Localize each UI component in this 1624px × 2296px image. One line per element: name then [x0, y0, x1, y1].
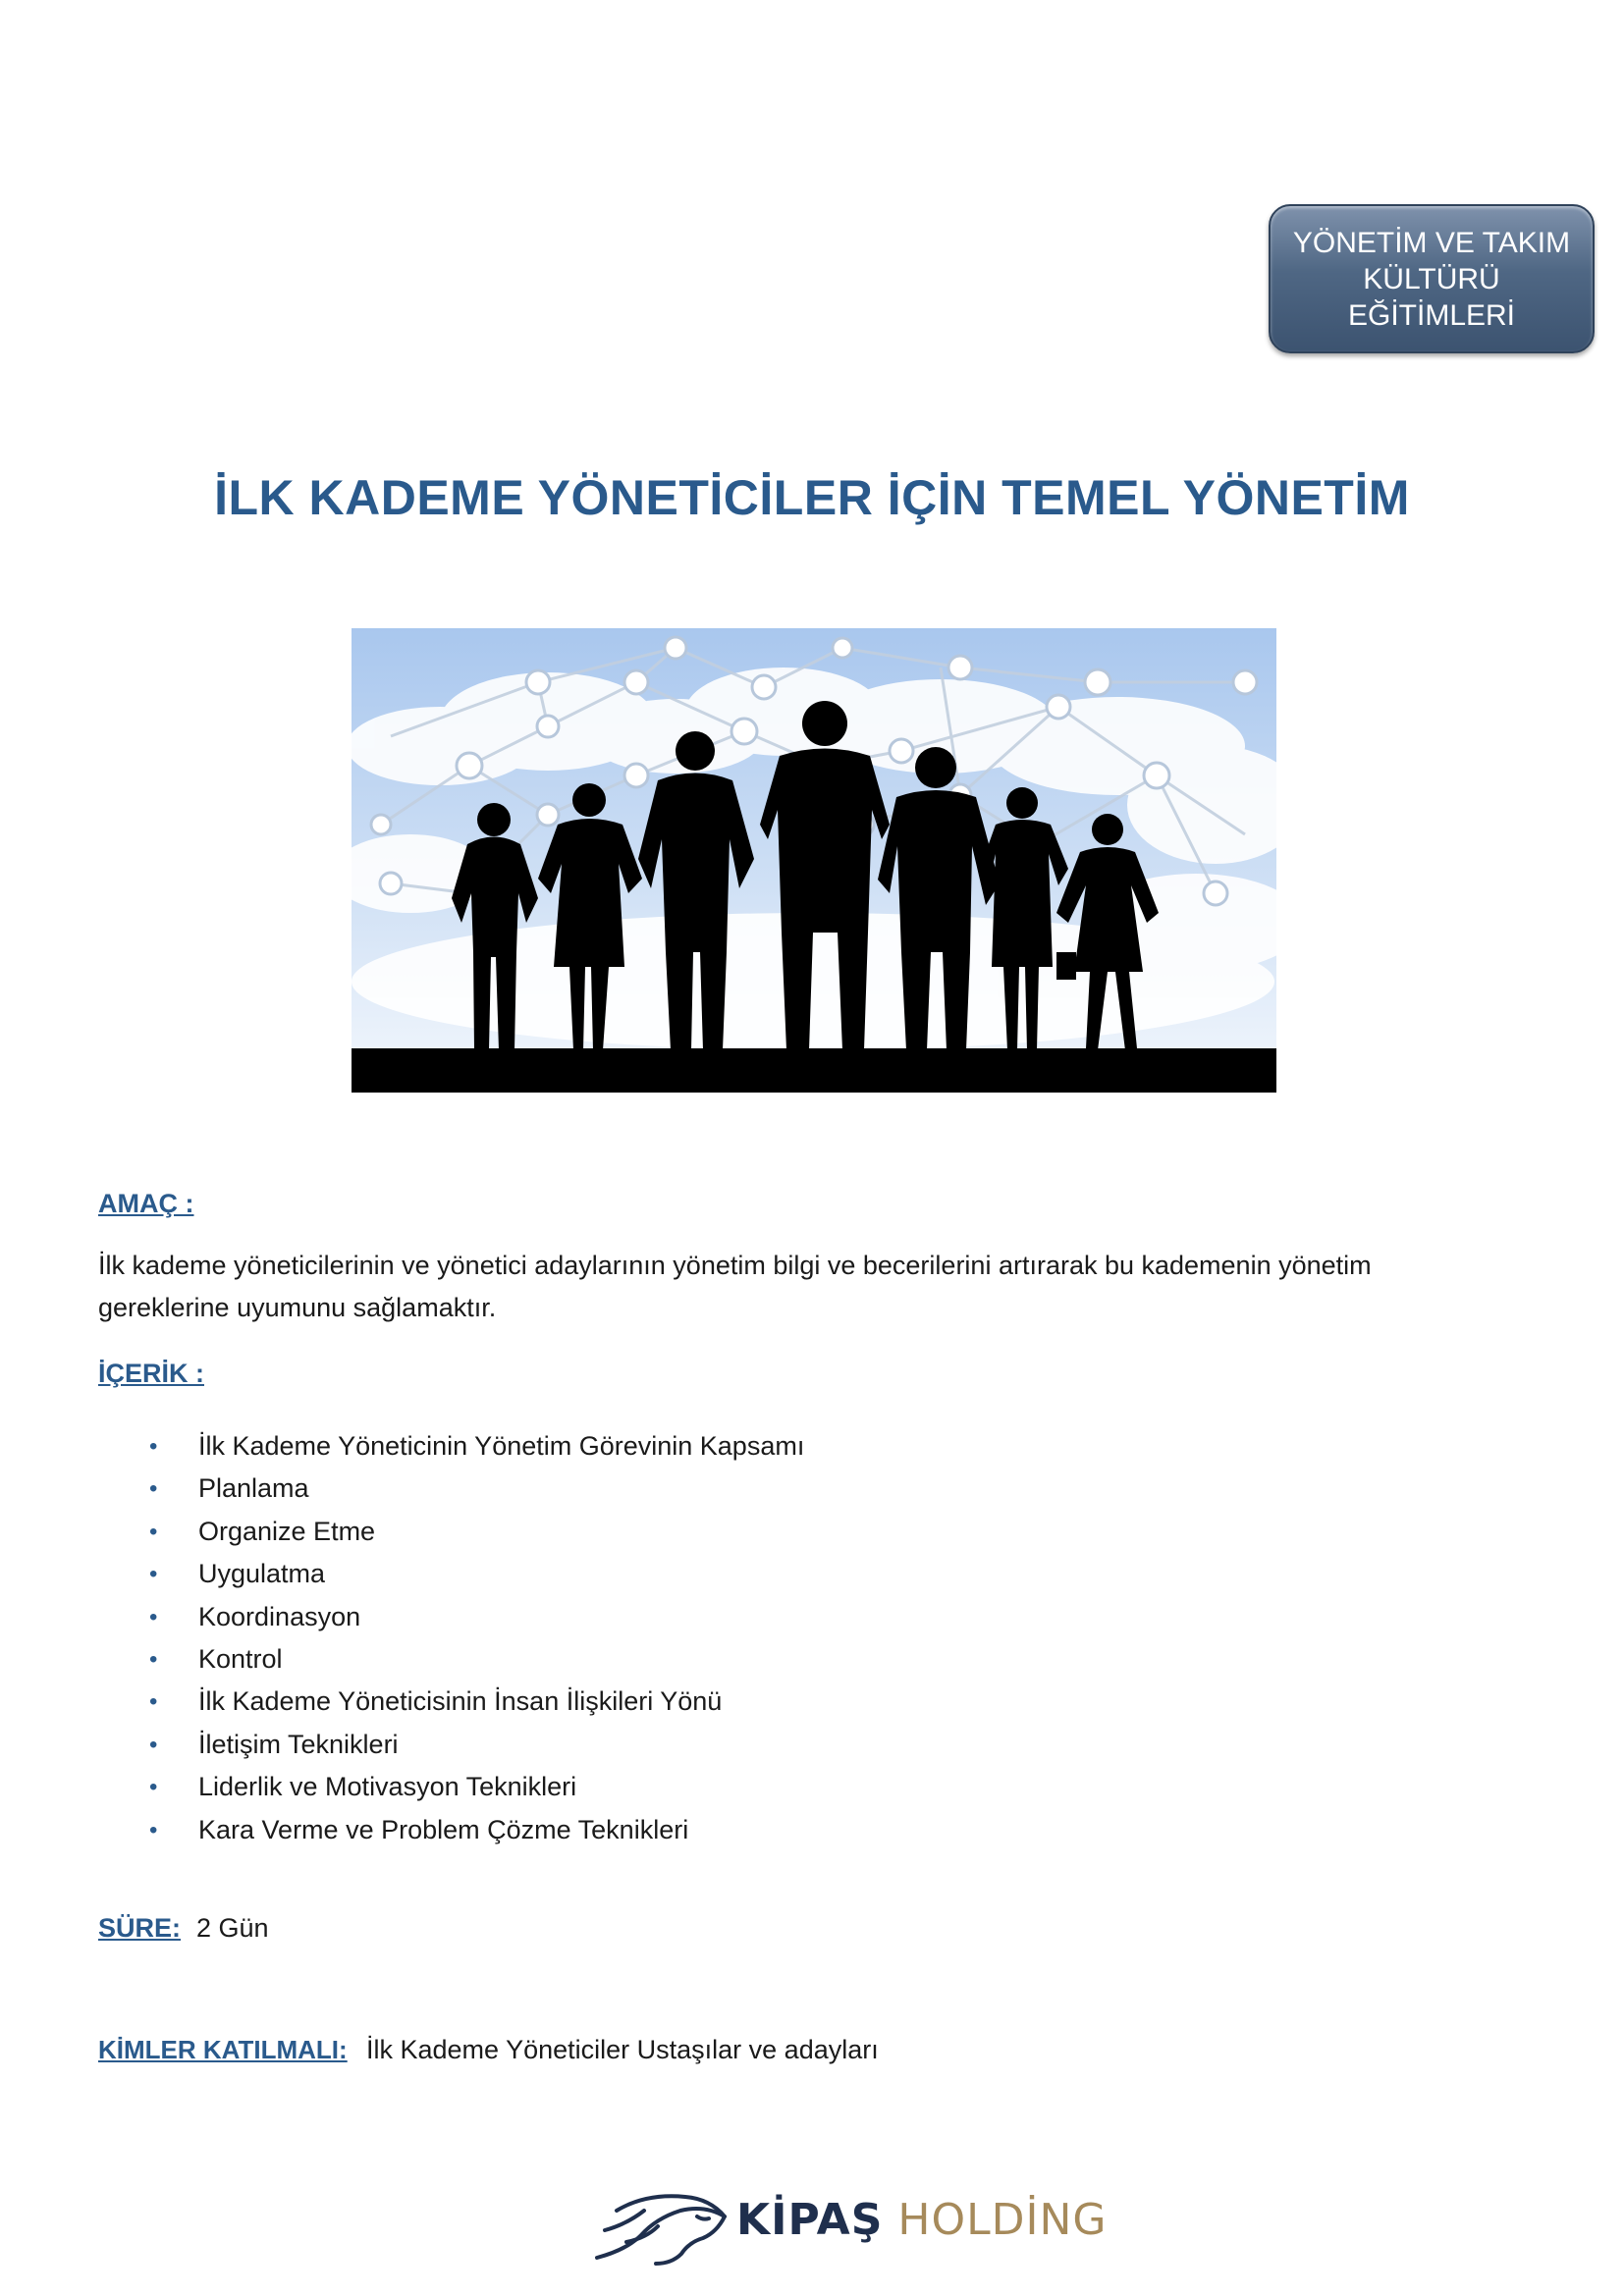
- bullet-icon: •: [149, 1774, 158, 1801]
- list-item: • Kara Verme ve Problem Çözme Teknikleri: [137, 1809, 804, 1851]
- list-item: • İlk Kademe Yöneticinin Yönetim Görevinin Kapsamı: [137, 1425, 804, 1468]
- list-item: • İletişim Teknikleri: [137, 1724, 804, 1766]
- icerik-list: [137, 1425, 804, 1851]
- amac-label: AMAÇ :: [98, 1189, 194, 1218]
- page-title: İLK KADEME YÖNETİCİLER İÇİN TEMEL YÖNETİM: [214, 470, 1410, 525]
- list-item: • Kontrol: [137, 1638, 804, 1681]
- lion-head-logo-icon: [587, 2181, 734, 2269]
- list-item: • Planlama: [137, 1468, 804, 1510]
- bullet-icon: •: [149, 1433, 158, 1460]
- list-item: • Koordinasyon: [137, 1596, 804, 1638]
- business-team-silhouette: [352, 628, 1276, 1093]
- list-item: • Liderlik ve Motivasyon Teknikleri: [137, 1766, 804, 1808]
- kimler-value: İlk Kademe Yöneticiler Ustaşılar ve adayları: [366, 2035, 879, 2064]
- bullet-icon: •: [149, 1646, 158, 1674]
- list-item: • Uygulatma: [137, 1553, 804, 1595]
- list-item: • İlk Kademe Yöneticisinin İnsan İlişkileri Yönü: [137, 1681, 804, 1723]
- category-badge: [1269, 204, 1595, 353]
- icerik-label: İÇERİK :: [98, 1359, 204, 1388]
- list-item: • Organize Etme: [137, 1511, 804, 1553]
- bullet-icon: •: [149, 1688, 158, 1716]
- kimler-label: KİMLER KATILMALI:: [98, 2035, 348, 2064]
- category-badge-text: YÖNETİM VE TAKIM KÜLTÜRÜ EĞİTİMLERİ: [1292, 226, 1571, 332]
- sure-label: SÜRE:: [98, 1913, 182, 1943]
- sure-value: 2 Gün: [196, 1913, 269, 1943]
- amac-text: İlk kademe yöneticilerinin ve yönetici adaylarının yönetim bilgi ve becerilerini artırarak bu kademenin yönetim gereklerine uyumunu sağlamaktır.: [98, 1251, 1372, 1322]
- bullet-icon: •: [149, 1475, 158, 1503]
- bullet-icon: •: [149, 1816, 158, 1843]
- bullet-icon: •: [149, 1731, 158, 1758]
- bullet-icon: •: [149, 1603, 158, 1630]
- company-logo: KİPAŞ HOLDİNG: [736, 2195, 1108, 2245]
- bullet-icon: •: [149, 1518, 158, 1545]
- bullet-icon: •: [149, 1561, 158, 1588]
